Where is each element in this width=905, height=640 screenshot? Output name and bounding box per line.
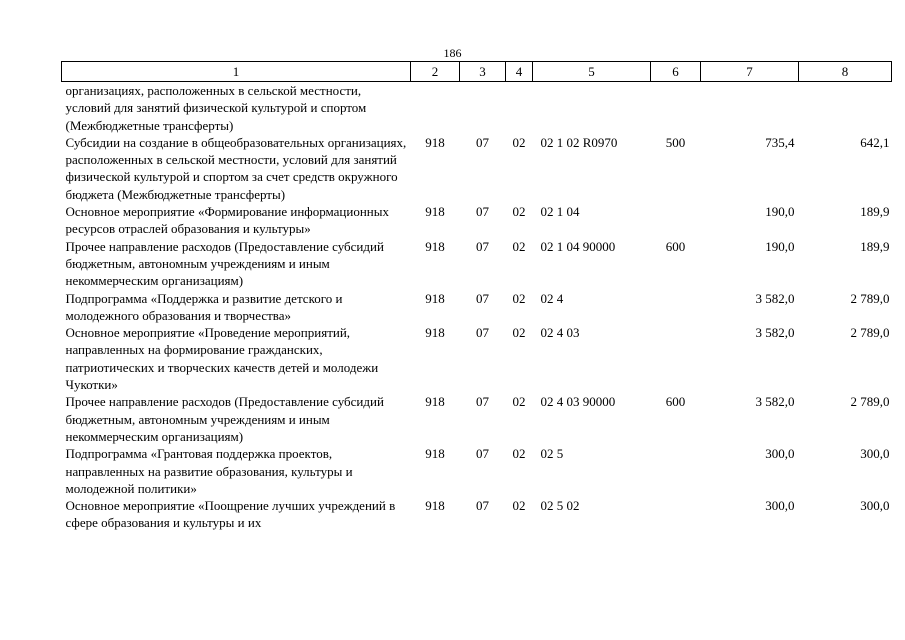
- column-header-8: 8: [799, 62, 892, 82]
- header-row: [62, 62, 892, 82]
- cell-target-article: 02 4 03: [540, 325, 580, 341]
- table-row: [62, 290, 892, 325]
- cell-amount-actual: 642,1: [860, 134, 890, 150]
- cell-target-article: 02 5: [540, 446, 564, 462]
- row-name: Прочее направление расходов (Предоставление субсидий бюджетным, автономным учреждениям и иным некоммерческим организациям): [65, 394, 384, 444]
- cell-target-article: 02 1 04 90000: [540, 238, 616, 254]
- cell-target-article: 02 1 04: [540, 204, 580, 220]
- row-name: организациях, расположенных в сельской местности, условий для занятий физической культурой и спортом (Межбюджетные трансферты): [65, 83, 367, 133]
- cell-expense-type: [651, 82, 701, 134]
- cell-subsection: 02: [512, 394, 526, 410]
- cell-expense-type: 600: [665, 394, 686, 410]
- cell-expense-type: 500: [665, 134, 686, 150]
- cell-admin-code: 918: [425, 290, 445, 306]
- table-row: [62, 238, 892, 290]
- cell-admin-code: 918: [425, 394, 445, 410]
- cell-section: 07: [476, 325, 489, 341]
- cell-amount-actual: 300,0: [860, 446, 890, 462]
- column-header-3: 3: [460, 62, 506, 82]
- cell-section: 07: [476, 498, 489, 514]
- cell-amount-actual: 189,9: [860, 204, 890, 220]
- row-name: Подпрограмма «Поддержка и развитие детского и молодежного образования и творчества»: [65, 290, 343, 323]
- cell-target-article: 02 4: [540, 290, 564, 306]
- cell-expense-type: [651, 445, 701, 497]
- cell-subsection: 02: [512, 134, 526, 150]
- cell-amount-actual: [799, 82, 892, 134]
- budget-table: [61, 61, 892, 532]
- cell-admin-code: 918: [425, 446, 445, 462]
- table-row: [62, 324, 892, 393]
- row-name: Основное мероприятие «Поощрение лучших учреждений в сфере образования и культуры и их: [65, 498, 396, 531]
- cell-admin-code: 918: [425, 204, 445, 220]
- cell-amount-actual: 2 789,0: [850, 325, 890, 341]
- cell-subsection: 02: [512, 446, 526, 462]
- cell-amount-actual: 300,0: [860, 498, 890, 514]
- cell-target-article: 02 4 03 90000: [540, 394, 616, 410]
- cell-amount-plan: 3 582,0: [755, 325, 795, 341]
- table-row: [62, 445, 892, 497]
- cell-section: 07: [476, 134, 489, 150]
- cell-admin-code: 918: [425, 238, 445, 254]
- cell-target-article: [533, 82, 651, 134]
- column-header-6: 6: [651, 62, 701, 82]
- row-name: Прочее направление расходов (Предоставление субсидий бюджетным, автономным учреждениям и иным некоммерческим организациям): [65, 238, 384, 289]
- cell-expense-type: [651, 324, 701, 393]
- cell-amount-plan: 3 582,0: [755, 394, 795, 410]
- cell-admin-code: [411, 82, 460, 134]
- table-row: [62, 393, 892, 445]
- column-header-5: 5: [533, 62, 651, 82]
- cell-admin-code: 918: [425, 134, 445, 150]
- cell-admin-code: 918: [425, 498, 445, 514]
- cell-section: 07: [476, 238, 489, 254]
- cell-target-article: 02 5 02: [540, 498, 580, 514]
- cell-subsection: [506, 82, 533, 134]
- cell-section: 07: [476, 204, 489, 220]
- cell-amount-actual: 2 789,0: [850, 290, 890, 306]
- cell-subsection: 02: [512, 498, 526, 514]
- row-name: Субсидии на создание в общеобразовательных организациях, расположенных в сельской местности, условий для занятий физической культурой и спортом за счет средств окружного бюджета (Межбюджетные трансферты): [65, 134, 407, 202]
- page-number: 186: [443, 46, 462, 60]
- cell-expense-type: [651, 290, 701, 325]
- cell-section: 07: [476, 446, 489, 462]
- cell-amount-plan: 190,0: [765, 238, 795, 254]
- cell-admin-code: 918: [425, 325, 445, 341]
- cell-amount-plan: 300,0: [765, 446, 795, 462]
- column-header-2: 2: [411, 62, 460, 82]
- row-name: Основное мероприятие «Формирование информационных ресурсов отраслей образования и культуры»: [65, 204, 389, 237]
- cell-amount-plan: 735,4: [765, 134, 795, 150]
- column-header-1: 1: [62, 62, 411, 82]
- cell-amount-plan: 3 582,0: [755, 290, 795, 306]
- table-row: [62, 497, 892, 532]
- cell-section: 07: [476, 394, 489, 410]
- cell-amount-plan: 190,0: [765, 204, 795, 220]
- cell-amount-actual: 189,9: [860, 238, 890, 254]
- cell-expense-type: [651, 497, 701, 532]
- cell-subsection: 02: [512, 204, 526, 220]
- cell-expense-type: [651, 203, 701, 238]
- table-row: [62, 134, 892, 203]
- row-name: Подпрограмма «Грантовая поддержка проектов, направленных на развитие образования, культуры и молодежной политики»: [65, 446, 353, 496]
- row-name: Основное мероприятие «Проведение мероприятий, направленных на формирование гражданских, патриотических и творческих качеств детей и молодежи Чукотки»: [65, 325, 379, 393]
- cell-expense-type: 600: [665, 238, 686, 254]
- cell-amount-plan: 300,0: [765, 498, 795, 514]
- column-header-7: 7: [701, 62, 799, 82]
- cell-subsection: 02: [512, 290, 526, 306]
- cell-amount-actual: 2 789,0: [850, 394, 890, 410]
- cell-section: 07: [476, 290, 489, 306]
- table-row: [62, 82, 892, 134]
- cell-amount-plan: [701, 82, 799, 134]
- cell-subsection: 02: [512, 325, 526, 341]
- table-row: [62, 203, 892, 238]
- cell-subsection: 02: [512, 238, 526, 254]
- cell-section: [460, 82, 506, 134]
- column-header-4: 4: [506, 62, 533, 82]
- cell-target-article: 02 1 02 R0970: [540, 134, 618, 150]
